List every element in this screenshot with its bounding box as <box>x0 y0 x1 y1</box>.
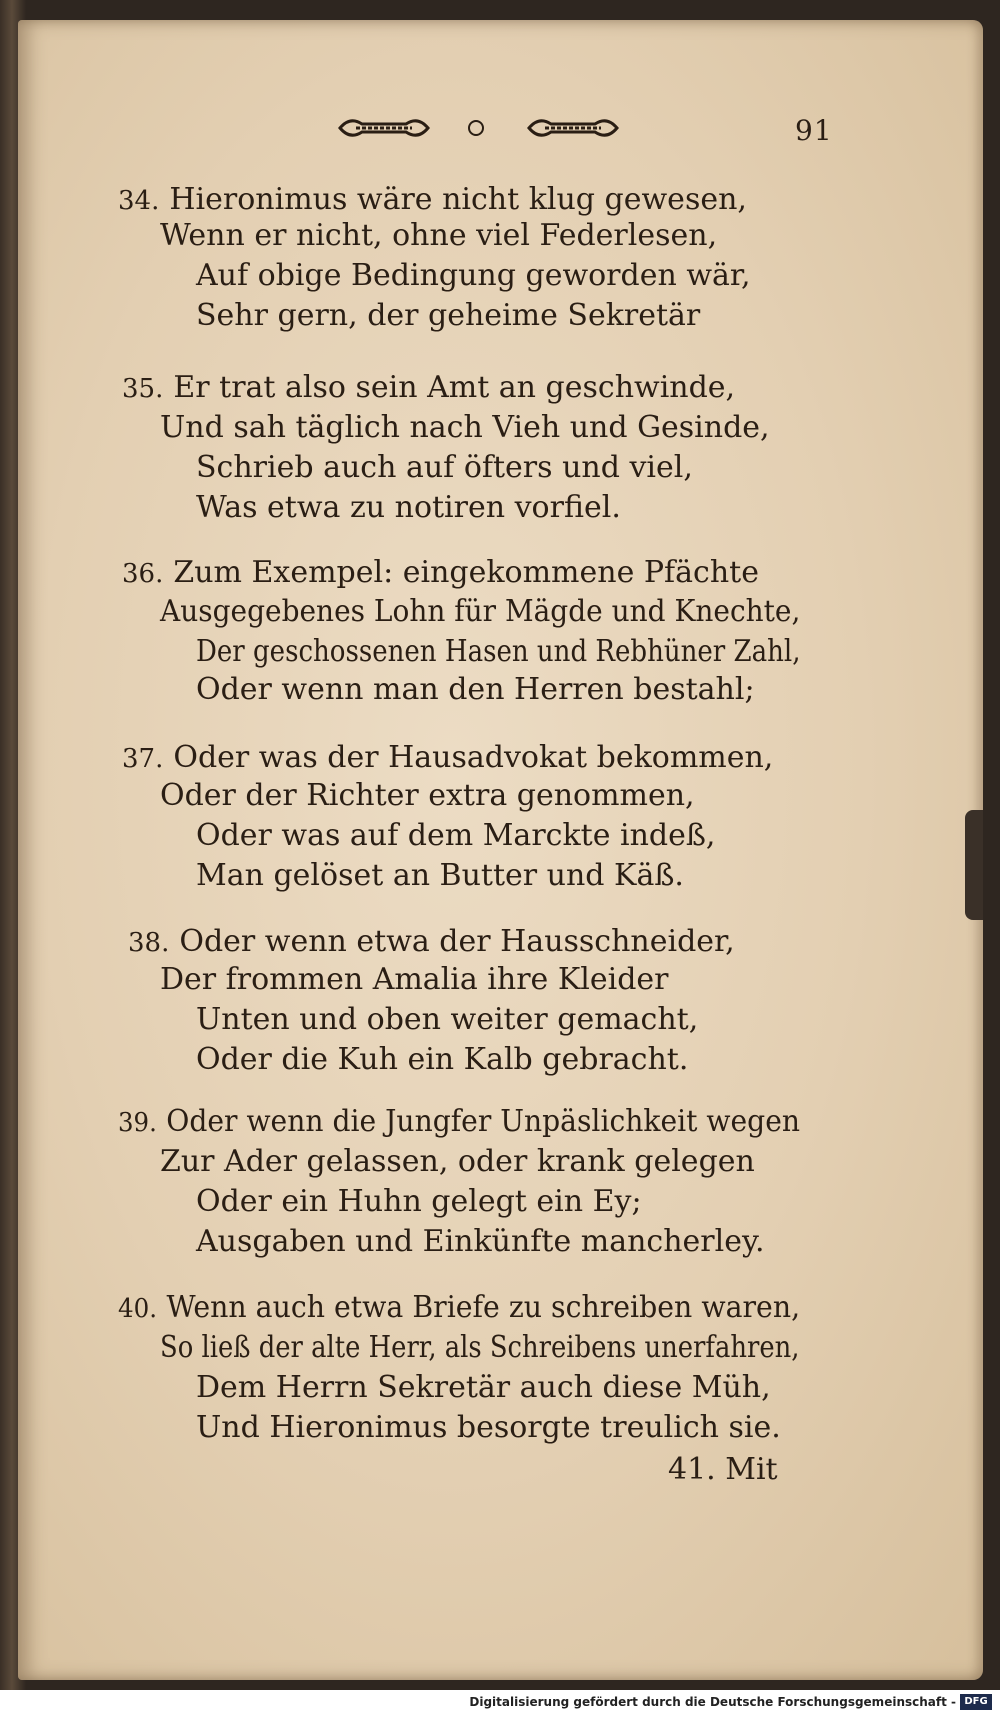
stanza-35-line-1 <box>122 370 735 407</box>
verse-line: Zum Exempel: eingekommene Pfächte <box>173 555 759 590</box>
stanza-38-line-3: Unten und oben weiter gemacht, <box>196 1002 699 1037</box>
verse-number: 36. <box>122 559 164 589</box>
verse-line: Hieronimus wäre nicht klug gewesen, <box>169 182 747 217</box>
dfg-logo-icon: DFG <box>960 1694 992 1710</box>
stanza-37-line-2: Oder der Richter extra genommen, <box>160 778 695 813</box>
stanza-35-line-3: Schrieb auch auf öfters und viel, <box>196 450 693 485</box>
verse-number: 35. <box>122 374 164 404</box>
verse-line: Oder wenn etwa der Hausschneider, <box>179 924 735 959</box>
verse-number: 38. <box>128 928 170 958</box>
stanza-40-line-1 <box>118 1290 800 1327</box>
stanza-36-line-2: Ausgegebenes Lohn für Mägde und Knechte, <box>160 594 801 629</box>
stanza-36-line-1 <box>122 555 759 592</box>
verse-line: Oder wenn die Jungfer Unpäslichkeit wegen <box>166 1104 801 1139</box>
verse-line: Er trat also sein Amt an geschwinde, <box>173 370 736 405</box>
stanza-34-line-1 <box>118 182 747 219</box>
stanza-38-line-2: Der frommen Amalia ihre Kleider <box>160 962 669 997</box>
stanza-40-line-3: Dem Herrn Sekretär auch diese Müh, <box>196 1370 771 1405</box>
page-number: 91 <box>795 114 833 147</box>
stanza-34-line-2: Wenn er nicht, ohne viel Federlesen, <box>160 218 718 253</box>
verse-number: 37. <box>122 744 164 774</box>
stanza-35-line-4: Was etwa zu notiren vorfiel. <box>196 490 621 525</box>
stanza-37-line-3: Oder was auf dem Marckte indeß, <box>196 818 716 853</box>
stanza-40-line-4: Und Hieronimus besorgte treulich sie. <box>196 1410 781 1445</box>
stanza-38-line-4: Oder die Kuh ein Kalb gebracht. <box>196 1042 689 1077</box>
stanza-37-line-1 <box>122 740 773 777</box>
stanza-38-line-1 <box>128 924 735 961</box>
footer-credit: Digitalisierung gefördert durch die Deutsche Forschungsgemeinschaft - <box>469 1695 956 1709</box>
stanza-36-line-3: Der geschossenen Hasen und Rebhüner Zahl, <box>196 634 801 669</box>
verse-number: 39. <box>118 1108 157 1138</box>
stanza-39-line-4: Ausgaben und Einkünfte mancherley. <box>196 1224 765 1259</box>
stanza-34-line-3: Auf obige Bedingung geworden wär, <box>196 258 751 293</box>
stanza-34-line-4: Sehr gern, der geheime Sekretär <box>196 298 701 333</box>
stanza-39-line-1 <box>118 1104 800 1141</box>
stanza-39-line-2: Zur Ader gelassen, oder krank gelegen <box>160 1144 755 1179</box>
stanza-39-line-3: Oder ein Huhn gelegt ein Ey; <box>196 1184 642 1219</box>
footer-bar <box>0 1690 1000 1716</box>
verse-number: 34. <box>118 186 160 216</box>
stanza-37-line-4: Man gelöset an Butter und Käß. <box>196 858 684 893</box>
stanza-36-line-4: Oder wenn man den Herren bestahl; <box>196 672 755 707</box>
stanza-35-line-2: Und sah täglich nach Vieh und Gesinde, <box>160 410 770 445</box>
verse-number: 40. <box>118 1294 158 1324</box>
verse-line: Wenn auch etwa Briefe zu schreiben waren, <box>166 1290 801 1325</box>
stanza-40-line-2: So ließ der alte Herr, als Schreibens unerfahren, <box>160 1330 800 1365</box>
verse-line: Oder was der Hausadvokat bekommen, <box>173 740 774 775</box>
catchword: 41. Mit <box>668 1452 778 1487</box>
